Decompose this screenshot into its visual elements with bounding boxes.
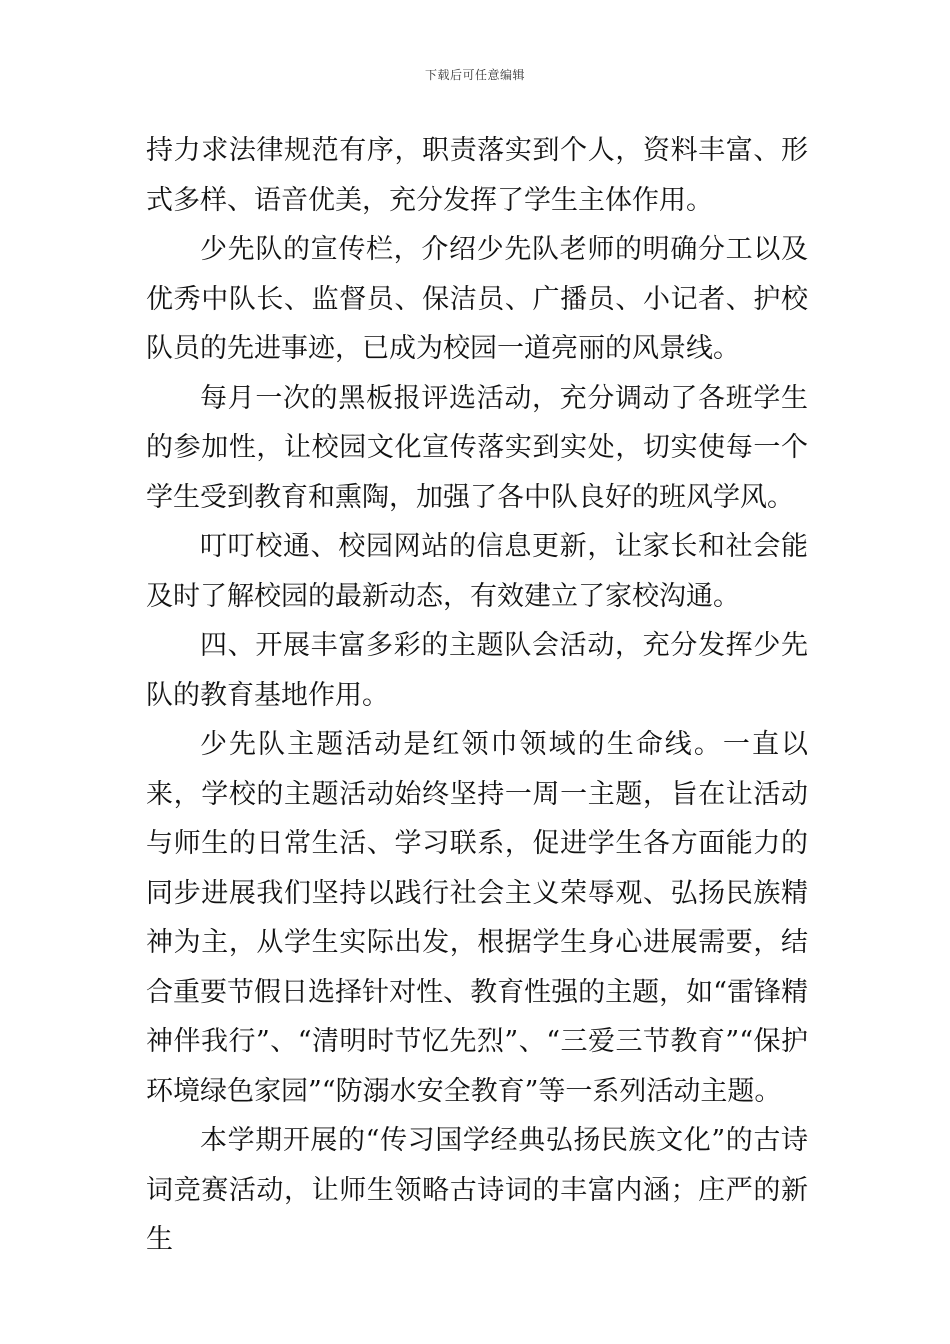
paragraph-bulletin-board: 少先队的宣传栏，介绍少先队老师的明确分工以及优秀中队长、监督员、保洁员、广播员、小记者、护校队员的先进事迹，已成为校园一道亮丽的风景线。 [146, 234, 808, 364]
section-heading-theme-activities: 四、开展丰富多彩的主题队会活动，充分发挥少先队的教育基地作用。 [146, 630, 808, 711]
page-header-note: 下载后可任意编辑 [424, 68, 525, 82]
document-body [146, 126, 808, 1265]
paragraph-theme-activities: 少先队主题活动是红领巾领域的生命线。一直以来，学校的主题活动始终坚持一周一主题，旨在让活动与师生的日常生活、学习联系，促进学生各方面能力的同步进展我们坚持以践行社会主义荣辱观、弘扬民族精神为主，从学生实际出发，根据学生身心进展需要，结合重要节假日选择针对性、教育性强的主题，如“雷锋精神伴我行”、“清明时节忆先烈”、“三爱三节教育”“保护环境绿色家园”“防溺水安全教育”等一系列活动主题。 [146, 729, 808, 1107]
paragraph-school-website: 叮叮校通、校园网站的信息更新，让家长和社会能及时了解校园的最新动态，有效建立了家校沟通。 [146, 531, 808, 612]
paragraph-continuation: 持力求法律规范有序，职责落实到个人，资料丰富、形式多样、语音优美，充分发挥了学生主体作用。 [146, 135, 808, 216]
paragraph-blackboard-contest: 每月一次的黑板报评选活动，充分调动了各班学生的参加性，让校园文化宣传落实到实处，切实使每一个学生受到教育和熏陶，加强了各中队良好的班风学风。 [146, 382, 808, 513]
paragraph-poetry-contest: 本学期开展的“传习国学经典弘扬民族文化”的古诗词竞赛活动，让师生领略古诗词的丰富内涵；庄严的新生 [146, 1125, 808, 1255]
